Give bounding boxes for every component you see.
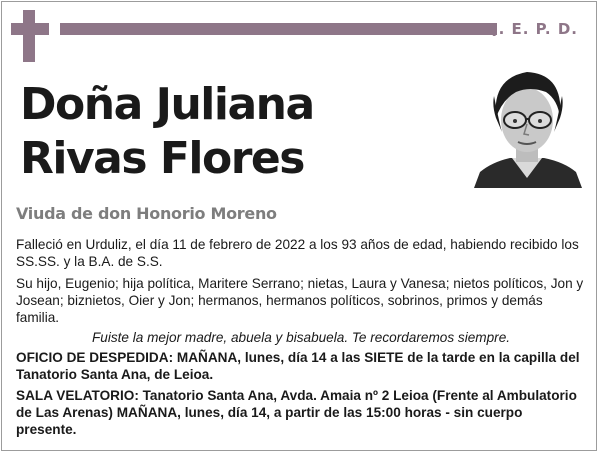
widow-of: Viuda de don Honorio Moreno [16, 204, 277, 223]
wake-details: SALA VELATORIO: Tanatorio Santa Ana, Avda. Amaia nº 2 Leioa (Frente al Ambulatorio de Las Arenas) MAÑANA, lunes, día 14, a partir de las 15:00 horas - sin cuerpo presente. [16, 388, 577, 437]
death-notice: Falleció en Urduliz, el día 11 de febrero de 2022 a los 93 años de edad, habiendo recibido los SS.SS. y la B.A. de S.S. [16, 237, 579, 269]
name-line-2: Rivas Flores [20, 133, 304, 184]
farewell-service: OFICIO DE DESPEDIDA: MAÑANA, lunes, día 14 a las SIETE de la tarde en la capilla del Tanatorio Santa Ana, de Leioa. [16, 350, 580, 382]
cross-icon-bar [11, 23, 49, 35]
family-list: Su hijo, Eugenio; hija política, Maritere Serrano; nietas, Laura y Vanesa; nietos políticos, Jon y Josean; biznietos, Oier y Jon; hermanos, hermanos políticos, sobrinos, primos y demás familia. [16, 276, 584, 325]
qepd-label: Q. E. P. D. [484, 20, 578, 38]
obituary-body [16, 236, 586, 442]
portrait-photo [472, 56, 582, 188]
cross-icon [23, 10, 35, 62]
memorial-motto: Fuiste la mejor madre, abuela y bisabuela. Te recordaremos siempre. [91, 330, 511, 345]
name-line-1: Doña Juliana [20, 79, 314, 130]
deceased-name [20, 78, 420, 186]
header-band [60, 23, 497, 35]
